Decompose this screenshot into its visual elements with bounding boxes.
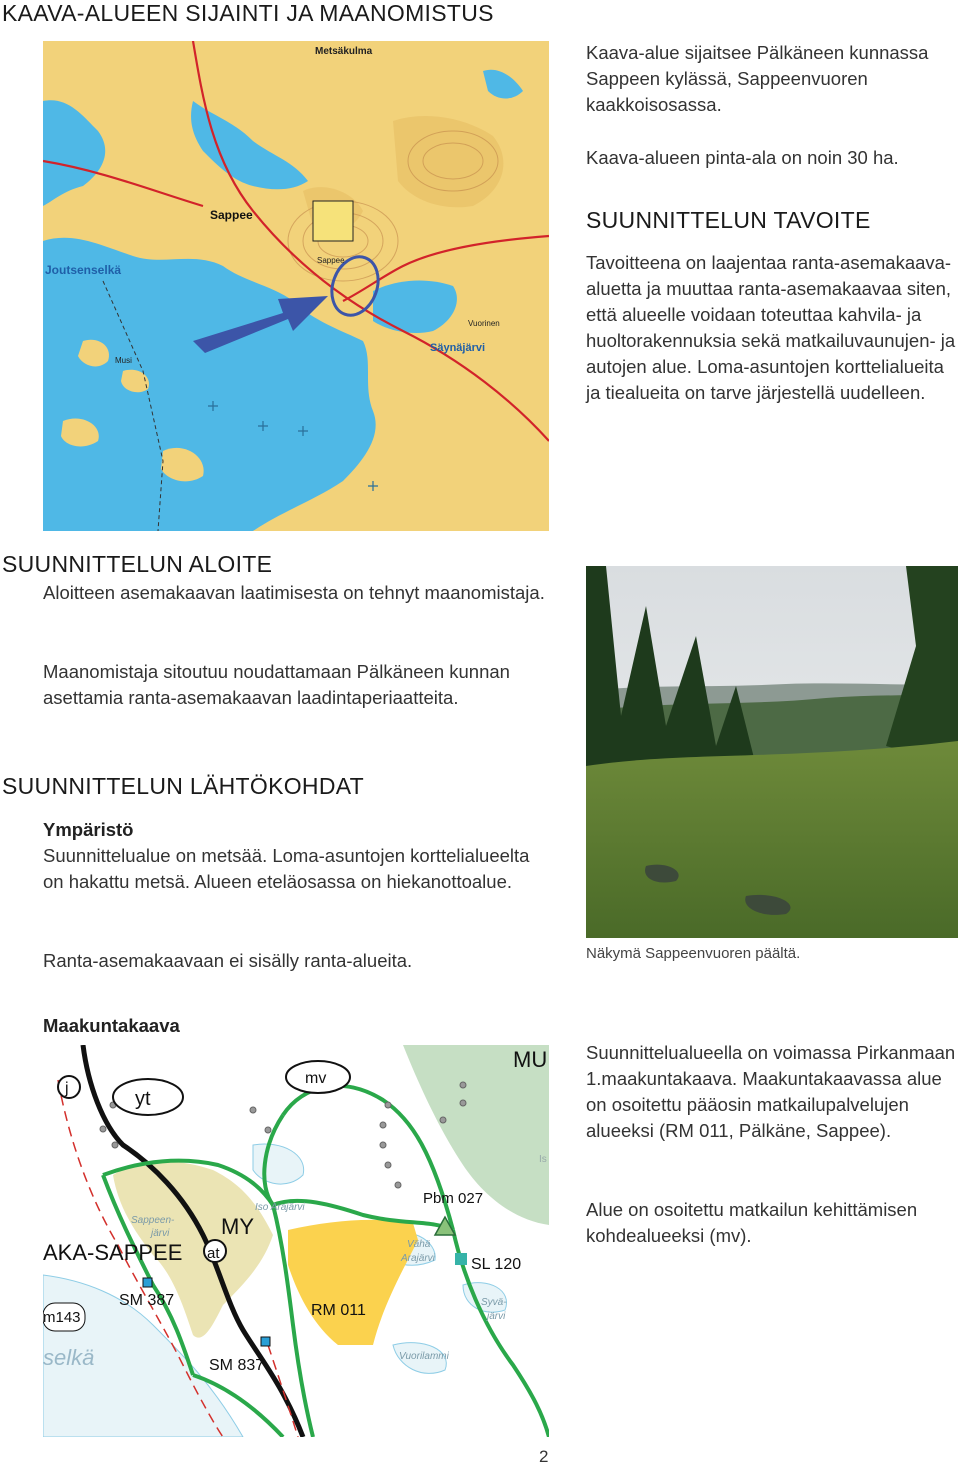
goal-text: Tavoitteena on laajentaa ranta-asemakaava-aluetta ja muuttaa ranta-asemakaavaa siten, että alueelle voidaan toteuttaa kahvila- ja huoltorakennuksia sekä matkailuvaunujen- ja autojen alue. Loma-asuntojen korttelialueita ja tiealueita on tarve järjestellä uudelleen. [586, 252, 956, 403]
plan-label-j: j [65, 1080, 69, 1097]
plan-label-vaha-1: Vähä [407, 1239, 431, 1250]
plan-label-sappeenjarvi-1: Sappeen- [131, 1215, 175, 1226]
plan-label-selka: selkä [43, 1345, 95, 1370]
environment-text-2: Ranta-asemakaavaan ei sisälly ranta-alueita. [43, 950, 413, 971]
plan-label-mv: mv [305, 1070, 327, 1087]
topo-label-sappee: Sappee [210, 208, 253, 222]
environment-text-1: Suunnittelualue on metsää. Loma-asuntojen korttelialueelta on hakattu metsä. Alueen eteläosassa on hiekanottoalue. [43, 845, 530, 892]
plan-label-sm387: SM 387 [119, 1292, 175, 1309]
landscape-photo [586, 566, 958, 938]
location-text-2: Kaava-alueen pinta-ala on noin 30 ha. [586, 147, 899, 168]
plan-label-sappeenjarvi-2: järvi [151, 1228, 170, 1239]
plan-label-m143: m143 [43, 1309, 81, 1326]
topo-label-metsakulma: Metsäkulma [315, 46, 373, 57]
regional-plan-text-2: Alue on osoitettu matkailun kehittämisen kohdealueeksi (mv). [586, 1199, 918, 1246]
regional-plan-text-1: Suunnittelualueella on voimassa Pirkanmaan 1.maakuntakaava. Maakuntakaavassa alue on osoitettu pääosin matkailupalvelujen alueeksi (RM 011, Pälkäne, Sappee). [586, 1042, 956, 1141]
plan-label-iso-arajarvi: Iso Arajärvi [255, 1202, 305, 1213]
plan-label-sm837: SM 837 [209, 1357, 265, 1374]
plan-label-my: MY [221, 1214, 254, 1239]
plan-label-yt: yt [135, 1088, 151, 1110]
heading-location: KAAVA-ALUEEN SIJAINTI JA MAANOMISTUS [2, 0, 494, 26]
plan-label-aka-sappee: AKA-SAPPEE [43, 1240, 183, 1265]
page-number: 2 [539, 1447, 549, 1466]
topo-label-musi: Musi [115, 356, 132, 365]
plan-label-rm011: RM 011 [311, 1302, 366, 1319]
topo-label-vuorinen: Vuorinen [468, 319, 500, 328]
plan-label-pbm: Pbm 027 [423, 1190, 484, 1207]
initiative-text-2: Maanomistaja sitoutuu noudattamaan Pälkäneen kunnan asettamia ranta-asemakaavan laadintaperiaatteita. [43, 661, 510, 708]
heading-initiative: SUUNNITTELUN ALOITE [2, 551, 273, 577]
topo-label-saynajarvi: Säynäjärvi [430, 342, 486, 354]
topo-label-sappee-small: Sappee [317, 256, 345, 265]
plan-label-vuorilammi: Vuorilammi [399, 1351, 449, 1362]
heading-basis: SUUNNITTELUN LÄHTÖKOHDAT [2, 773, 365, 799]
plan-label-syva-2: järvi [487, 1311, 506, 1322]
heading-goal: SUUNNITTELUN TAVOITE [586, 207, 871, 233]
topographic-map [43, 41, 549, 531]
plan-label-mu: MU [513, 1047, 548, 1072]
topo-label-joutsenselka: Joutsenselkä [45, 263, 122, 277]
regional-plan-title: Maakuntakaava [43, 1015, 180, 1036]
plan-label-is: Is [539, 1154, 547, 1165]
plan-label-at: at [207, 1245, 220, 1262]
photo-caption: Näkymä Sappeenvuoren päältä. [586, 945, 801, 962]
location-text-1: Kaava-alue sijaitsee Pälkäneen kunnassa Sappeen kylässä, Sappeenvuoren kaakkoisosassa. [586, 42, 929, 115]
regional-plan-map [43, 1045, 549, 1437]
plan-label-sl: SL 120 [471, 1256, 522, 1273]
environment-title: Ympäristö [43, 819, 134, 840]
plan-label-syva-1: Syvä- [481, 1297, 507, 1308]
plan-label-vaha-2: Arajärvi [401, 1253, 435, 1264]
initiative-text-1: Aloitteen asemakaavan laatimisesta on tehnyt maanomistaja. [43, 582, 545, 603]
